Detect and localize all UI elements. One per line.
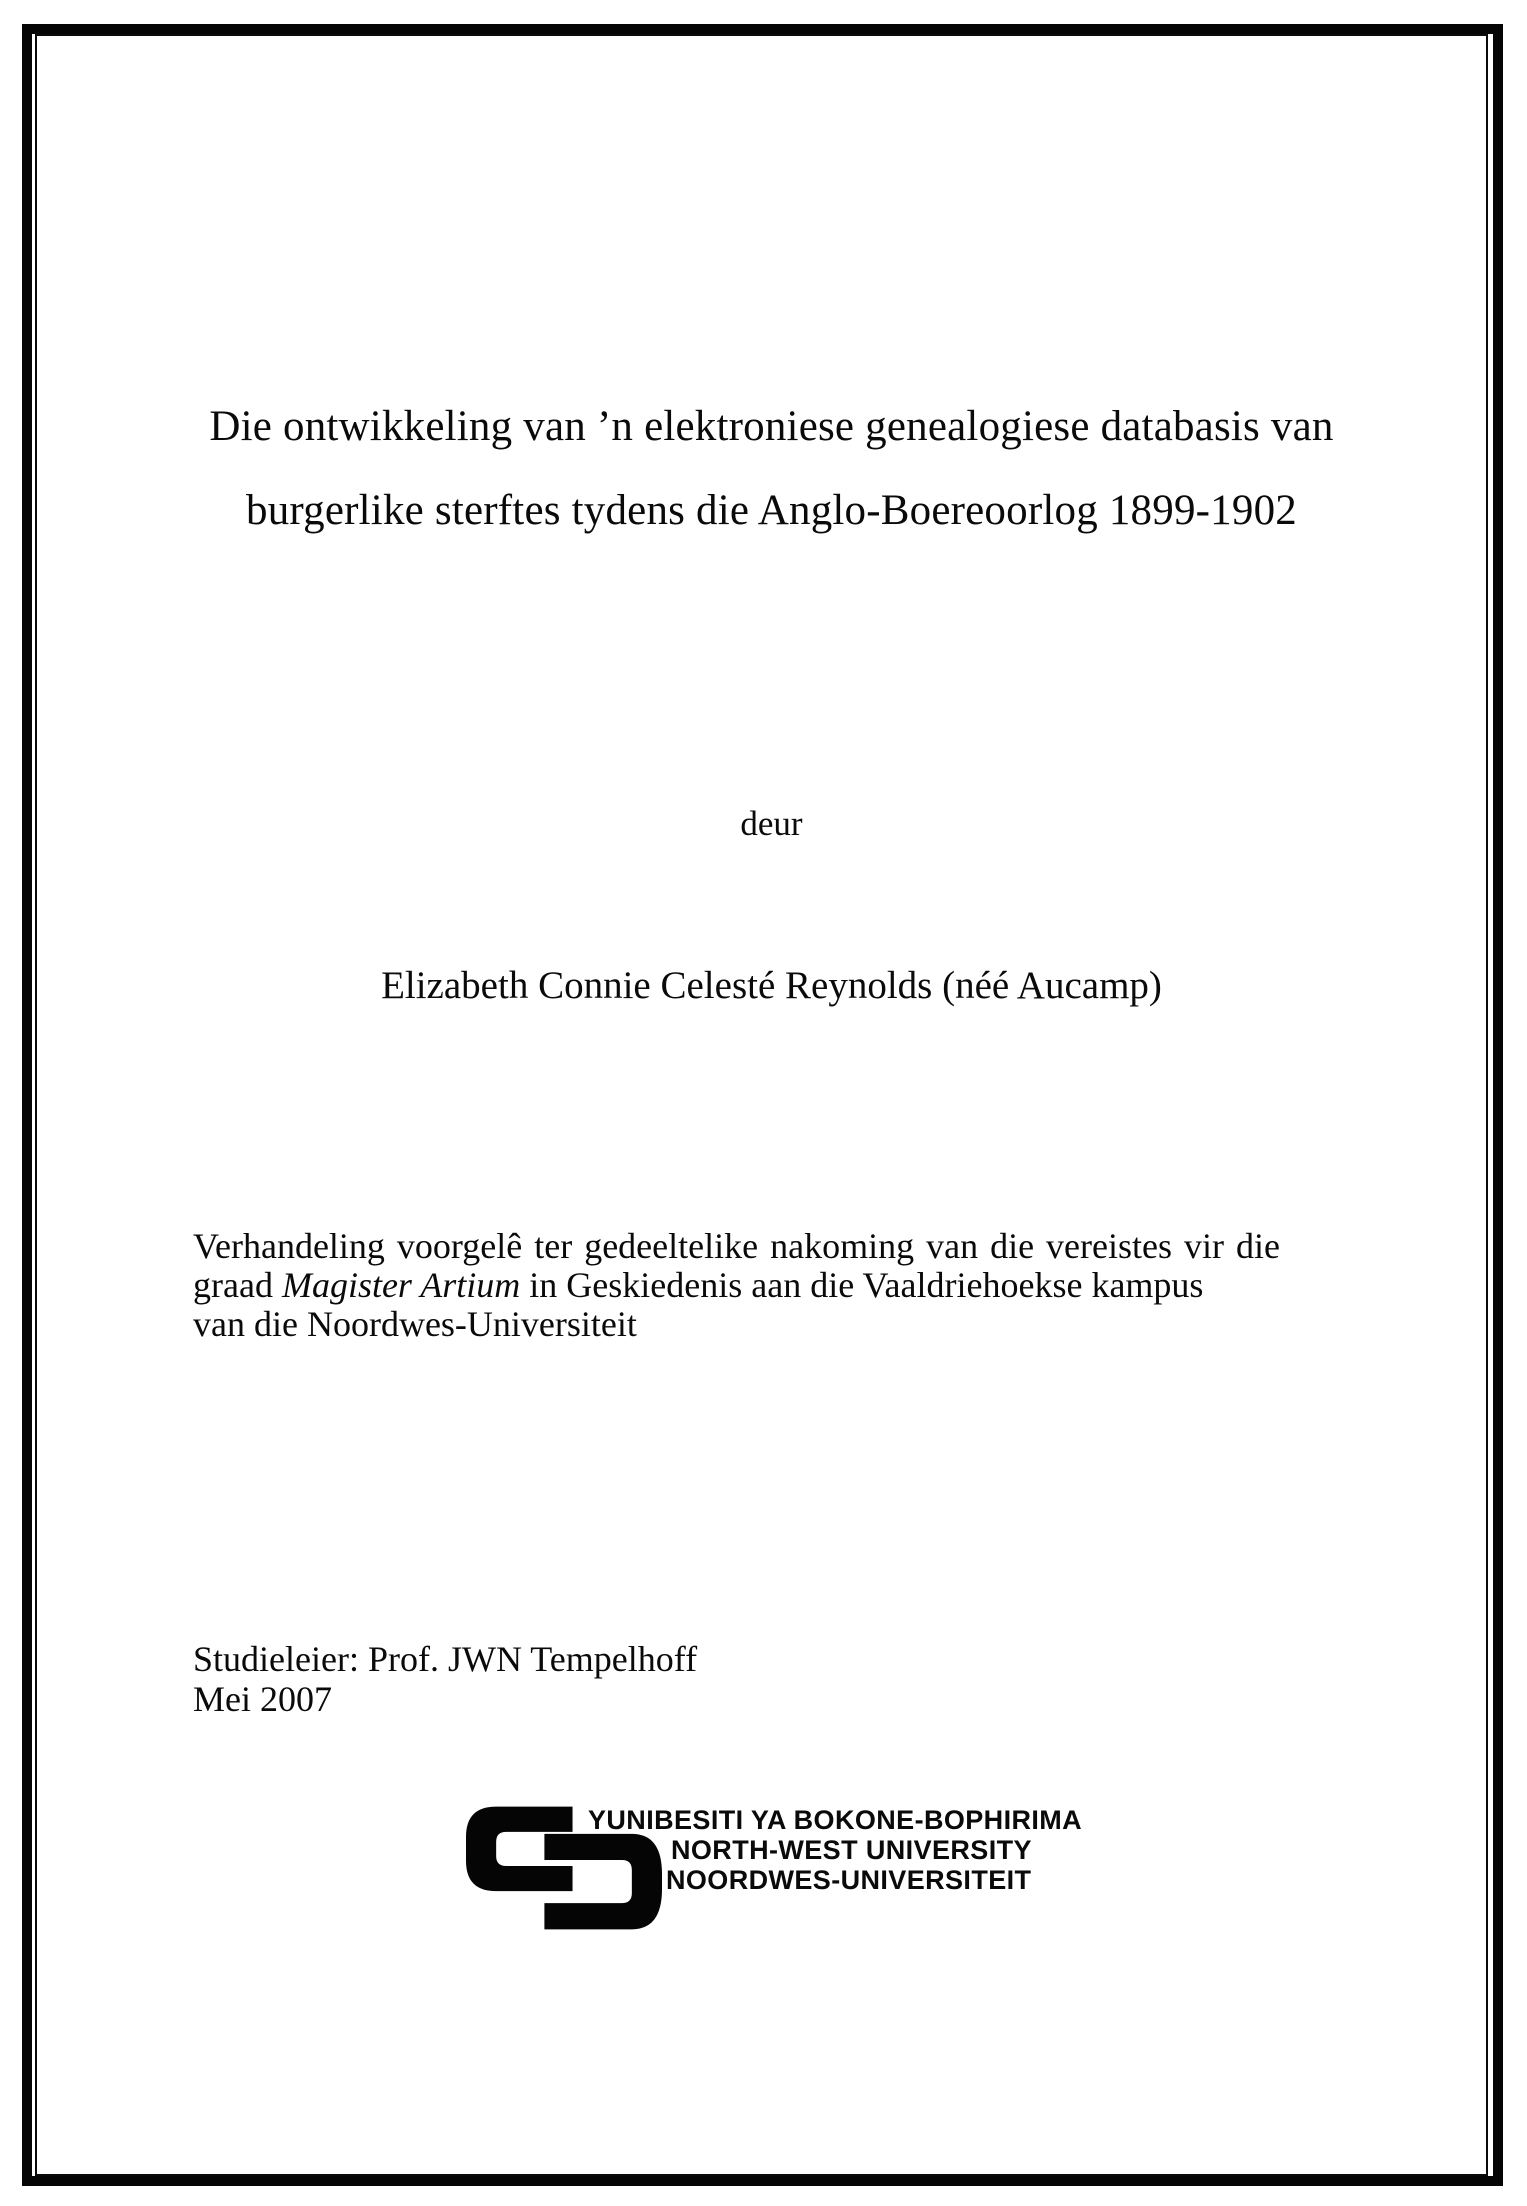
university-name-afrikaans: NOORDWES-UNIVERSITEIT — [666, 1865, 1032, 1895]
thesis-title — [0, 385, 1527, 553]
thesis-title-line1: Die ontwikkeling van ’n elektroniese genealogiese databasis van — [209, 403, 1334, 450]
date-line: Mei 2007 — [193, 1678, 332, 1719]
university-name-english: NORTH-WEST UNIVERSITY — [671, 1835, 1032, 1865]
submission-line1: Verhandeling voorgelê ter gedeeltelike nakoming van die vereistes vir die — [193, 1226, 1280, 1266]
supervisor-line: Studieleier: Prof. JWN Tempelhoff — [193, 1639, 698, 1679]
submission-line3: van die Noordwes-Universiteit — [193, 1304, 637, 1344]
submission-line2 — [193, 1266, 1373, 1305]
author-name: Elizabeth Connie Celesté Reynolds (néé Aucamp) — [381, 964, 1162, 1007]
submission-statement — [193, 1227, 1373, 1344]
byline-deur: deur — [740, 804, 803, 843]
thesis-title-line2: burgerlike sterftes tydens die Anglo-Boereoorlog 1899-1902 — [246, 487, 1297, 534]
supervisor-block — [193, 1640, 697, 1719]
submission-line2-prefix: graad — [193, 1265, 282, 1305]
degree-name-italic: Magister Artium — [281, 1265, 521, 1305]
submission-line2-suffix: in Geskiedenis aan die Vaaldriehoekse kampus — [520, 1265, 1204, 1305]
university-name-setswana: YUNIBESITI YA BOKONE-BOPHIRIMA — [588, 1805, 1083, 1835]
